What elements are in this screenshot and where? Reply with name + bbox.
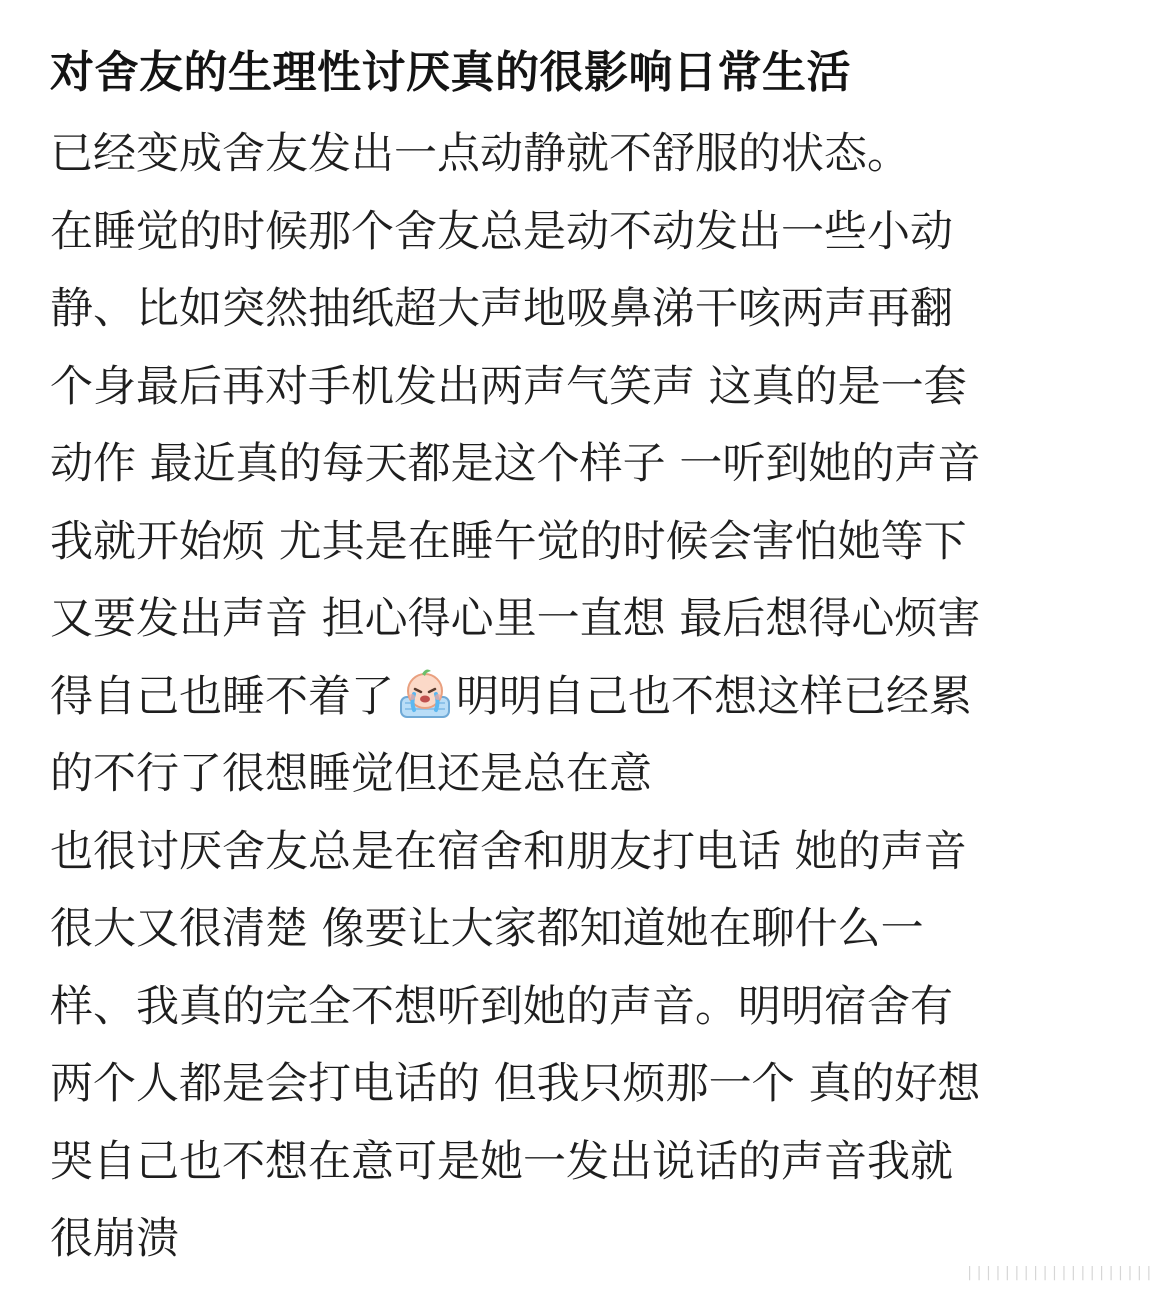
crying-face-emoji-icon	[396, 667, 454, 719]
body-text: 明明自己也不想这样已经累	[456, 671, 972, 722]
body-line: 也很讨厌舍友总是在宿舍和朋友打电话 她的声音	[50, 826, 967, 877]
post-body	[50, 116, 1130, 1279]
body-line: 我就开始烦 尤其是在睡午觉的时候会害怕她等下	[50, 516, 967, 567]
watermark: ||||||||||||||||||||	[965, 1265, 1154, 1281]
post-title: 对舍友的生理性讨厌真的很影响日常生活	[50, 47, 851, 98]
body-line-with-emoji	[50, 659, 1130, 737]
body-line: 已经变成舍友发出一点动静就不舒服的状态。	[50, 129, 910, 179]
body-line: 又要发出声音 担心得心里一直想 最后想得心烦害	[50, 594, 981, 644]
body-line: 在睡觉的时候那个舍友总是动不动发出一些小动	[50, 206, 953, 257]
body-line: 哭自己也不想在意可是她一发出说话的声音我就	[50, 1136, 953, 1187]
body-line: 动作 最近真的每天都是这个样子 一听到她的声音	[50, 439, 981, 489]
body-text: 得自己也睡不着了	[50, 671, 394, 722]
body-line: 很崩溃	[50, 1214, 179, 1264]
body-line: 的不行了很想睡觉但还是总在意	[50, 749, 652, 799]
body-line: 静、比如突然抽纸超大声地吸鼻涕干咳两声再翻	[50, 284, 953, 334]
body-line: 个身最后再对手机发出两声气笑声 这真的是一套	[50, 361, 967, 412]
body-line: 两个人都是会打电话的 但我只烦那一个 真的好想	[50, 1059, 981, 1109]
body-line: 样、我真的完全不想听到她的声音。明明宿舍有	[50, 981, 953, 1032]
post	[50, 38, 1130, 1279]
body-line: 很大又很清楚 像要让大家都知道她在聊什么一	[50, 904, 924, 954]
